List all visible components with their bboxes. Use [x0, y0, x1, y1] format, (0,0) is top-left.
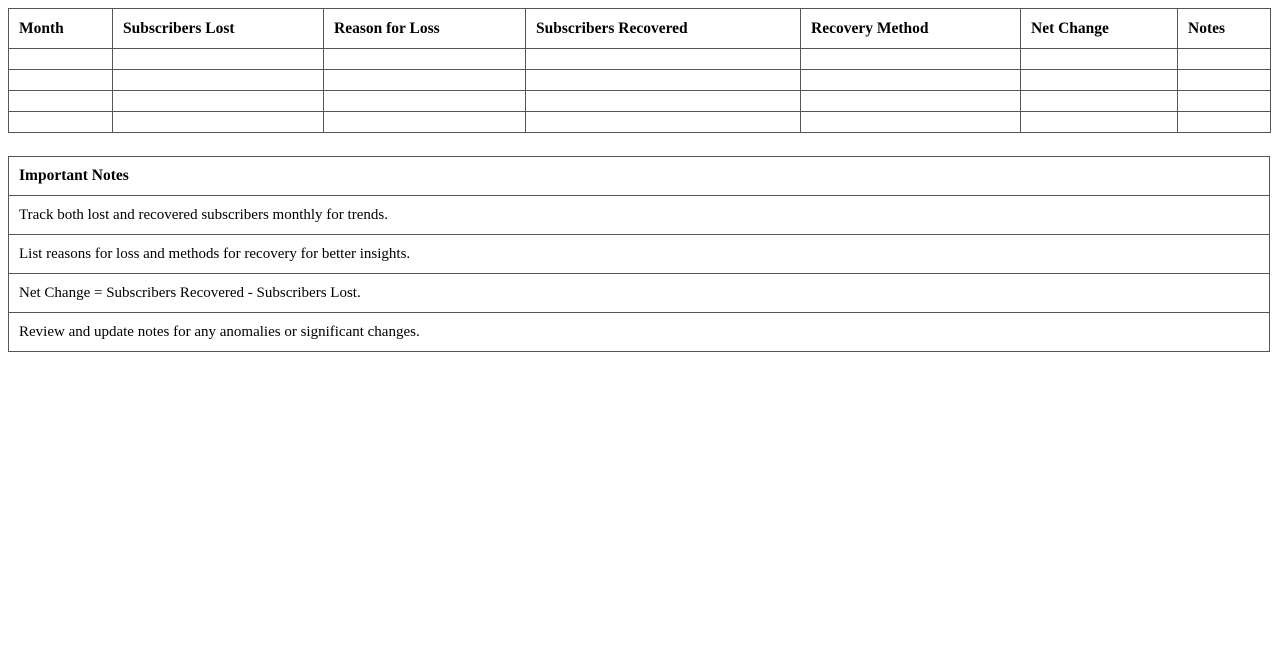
table-cell[interactable]	[324, 112, 526, 133]
column-header-month: Month	[9, 9, 113, 49]
table-cell[interactable]	[1021, 70, 1178, 91]
table-cell[interactable]	[1178, 70, 1271, 91]
table-cell[interactable]	[9, 112, 113, 133]
table-cell[interactable]	[9, 49, 113, 70]
table-cell[interactable]	[324, 70, 526, 91]
list-item	[9, 274, 1270, 313]
table-row	[9, 91, 1271, 112]
table-cell[interactable]	[113, 91, 324, 112]
note-text: Track both lost and recovered subscribers monthly for trends.	[9, 196, 1270, 235]
note-text: Net Change = Subscribers Recovered - Subscribers Lost.	[9, 274, 1270, 313]
table-cell[interactable]	[526, 91, 801, 112]
notes-header-row	[9, 157, 1270, 196]
list-item	[9, 235, 1270, 274]
list-item	[9, 196, 1270, 235]
table-cell[interactable]	[801, 91, 1021, 112]
subscriber-tracker-table	[8, 8, 1271, 133]
table-cell[interactable]	[526, 70, 801, 91]
table-header-row	[9, 9, 1271, 49]
note-text: Review and update notes for any anomalies or significant changes.	[9, 313, 1270, 352]
table-cell[interactable]	[1021, 49, 1178, 70]
table-cell[interactable]	[113, 49, 324, 70]
column-header-recovery-method: Recovery Method	[801, 9, 1021, 49]
column-header-subscribers-recovered: Subscribers Recovered	[526, 9, 801, 49]
table-cell[interactable]	[801, 112, 1021, 133]
table-row	[9, 112, 1271, 133]
table-row	[9, 70, 1271, 91]
table-cell[interactable]	[324, 91, 526, 112]
table-cell[interactable]	[113, 112, 324, 133]
table-cell[interactable]	[801, 70, 1021, 91]
table-cell[interactable]	[9, 70, 113, 91]
column-header-reason-for-loss: Reason for Loss	[324, 9, 526, 49]
table-cell[interactable]	[1021, 112, 1178, 133]
important-notes-table	[8, 156, 1270, 352]
table-cell[interactable]	[1178, 112, 1271, 133]
column-header-net-change: Net Change	[1021, 9, 1178, 49]
table-cell[interactable]	[526, 112, 801, 133]
table-cell[interactable]	[1178, 49, 1271, 70]
column-header-notes: Notes	[1178, 9, 1271, 49]
table-cell[interactable]	[1178, 91, 1271, 112]
table-cell[interactable]	[324, 49, 526, 70]
notes-heading: Important Notes	[9, 157, 1270, 196]
table-cell[interactable]	[801, 49, 1021, 70]
note-text: List reasons for loss and methods for recovery for better insights.	[9, 235, 1270, 274]
table-row	[9, 49, 1271, 70]
table-cell[interactable]	[113, 70, 324, 91]
table-cell[interactable]	[1021, 91, 1178, 112]
table-cell[interactable]	[9, 91, 113, 112]
table-cell[interactable]	[526, 49, 801, 70]
list-item	[9, 313, 1270, 352]
column-header-subscribers-lost: Subscribers Lost	[113, 9, 324, 49]
